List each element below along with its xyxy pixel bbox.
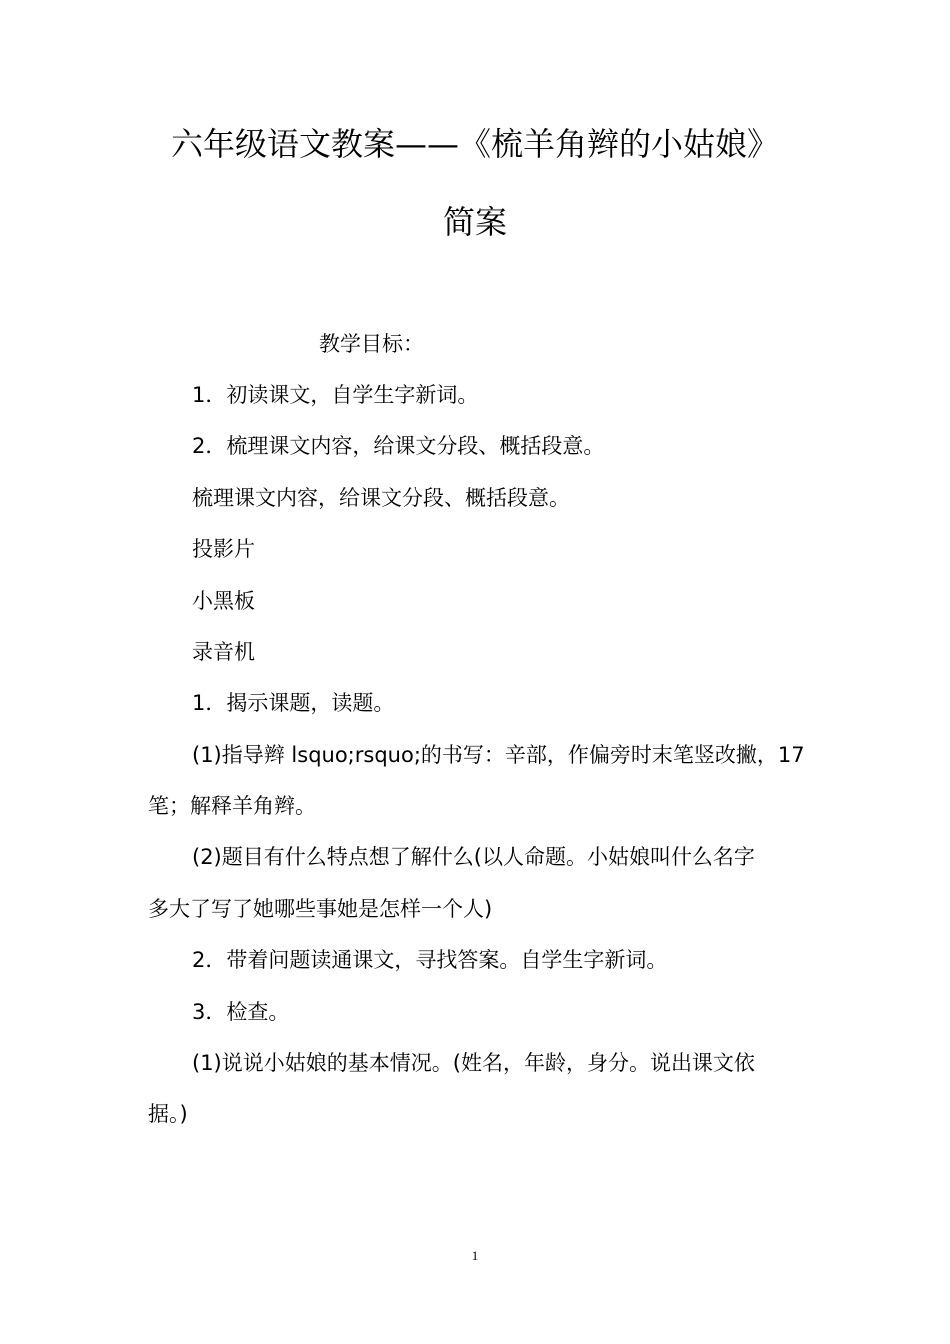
paragraph-step-3-1: (1)说说小姑娘的基本情况。(姓名，年龄，身分。说出课文依 [192, 1051, 755, 1075]
document-title-line-2: 简案 [442, 203, 507, 241]
paragraph-step-1-2-cont: 多大了写了她哪些事她是怎样一个人) [148, 897, 493, 921]
paragraph-step-3: 3．检查。 [192, 1000, 290, 1024]
paragraph-key-point: 梳理课文内容，给课文分段、概括段意。 [192, 486, 570, 510]
paragraph-materials-projector: 投影片 [192, 537, 255, 561]
document-title-line-1: 六年级语文教案——《梳羊角辫的小姑娘》 [170, 125, 779, 163]
page-number: 1 [471, 1248, 479, 1263]
paragraph-step-1: 1．揭示课题，读题。 [192, 691, 395, 715]
paragraph-teaching-goals-heading: 教学目标： [319, 332, 424, 356]
paragraph-goal-1: 1．初读课文，自学生字新词。 [192, 383, 479, 407]
paragraph-step-3-1-cont: 据。) [148, 1102, 188, 1126]
paragraph-step-1-1-cont: 笔；解释羊角辫。 [148, 794, 316, 818]
paragraph-step-1-1: (1)指导辫 lsquo;rsquo;的书写：辛部，作偏旁时末笔竖改撇，17 [192, 743, 805, 767]
paragraph-step-1-2: (2)题目有什么特点想了解什么(以人命题。小姑娘叫什么名字 [192, 845, 755, 869]
paragraph-materials-recorder: 录音机 [192, 640, 255, 664]
paragraph-step-2: 2．带着问题读通课文，寻找答案。自学生字新词。 [192, 948, 668, 972]
paragraph-goal-2: 2．梳理课文内容，给课文分段、概括段意。 [192, 434, 605, 458]
paragraph-materials-blackboard: 小黑板 [192, 589, 255, 613]
